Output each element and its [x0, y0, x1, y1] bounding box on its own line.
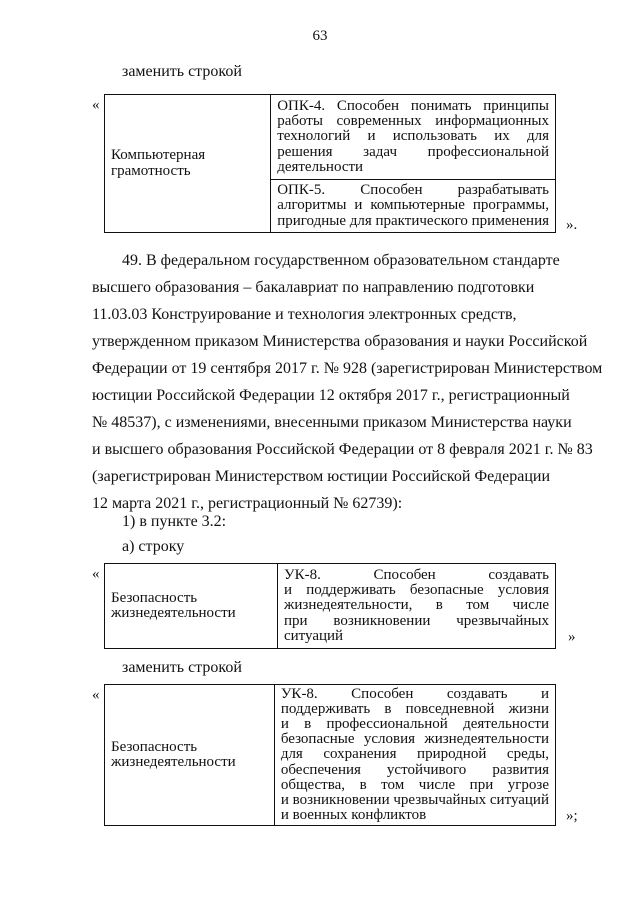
paragraph-line: высшего образования – бакалавриат по направлению подготовки: [92, 279, 535, 296]
competency-table-old-row: [104, 563, 556, 649]
replace-with-line-text: заменить строкой: [122, 63, 242, 80]
competency-table-new-row: [104, 684, 556, 826]
discipline-cell: Безопасность жизнедеятельности: [105, 564, 278, 649]
paragraph-line: 12 марта 2021 г., регистрационный № 62739):: [92, 495, 403, 512]
paragraph-line: 11.03.03 Конструирование и технология электронных средств,: [92, 306, 517, 323]
competency-cell-opk5: ОПК-5. Способен разрабатывать алгоритмы и компьютерные программы, пригодные для практического применения: [271, 180, 556, 233]
paragraph-line: юстиции Российской Федерации 12 октября 2017 г., регистрационный: [92, 387, 570, 404]
discipline-cell: Безопасность жизнедеятельности: [105, 685, 275, 826]
open-quote: «: [92, 687, 100, 703]
close-quote: »: [568, 629, 576, 645]
paragraph-line: Федерации от 19 сентября 2017 г. № 928 (зарегистрирован Министерством: [92, 360, 603, 377]
paragraph-line: и высшего образования Российской Федерации от 8 февраля 2021 г. № 83: [92, 441, 593, 458]
discipline-cell: Компьютерная грамотность: [105, 95, 271, 233]
subitem-1: 1) в пункте 3.2:: [122, 513, 227, 530]
paragraph-line: (зарегистрирован Министерством юстиции Российской Федерации: [92, 468, 551, 485]
competency-cell-opk4: ОПК-4. Способен понимать принципы работы современных информационных технологий и использовать их для решения задач профессиональной деятельности: [271, 95, 556, 180]
close-quote: ».: [566, 217, 578, 233]
paragraph-line: № 48537), с изменениями, внесенными приказом Министерства науки: [92, 414, 572, 431]
page-number: 63: [312, 28, 328, 44]
competency-table-computer-literacy: [104, 94, 556, 233]
open-quote: «: [92, 97, 100, 113]
paragraph-line: утвержденном приказом Министерства образования и науки Российской: [92, 333, 588, 350]
replace-with-line-text: заменить строкой: [122, 659, 242, 676]
open-quote: «: [92, 566, 100, 582]
competency-cell-uk8: УК-8. Способен создавать и поддерживать в повседневной жизни и в профессиональной деятельности безопасные условия жизнедеятельности для сохранения природной среды, обеспечения устойчивого развития общества, в том числе при угрозе и возникновении чрезвычайных ситуаций и военных конфликтов: [274, 685, 555, 826]
subitem-a: а) строку: [122, 538, 185, 555]
paragraph-line: 49. В федеральном государственном образовательном стандарте: [122, 252, 560, 269]
competency-cell-uk8: УК-8. Способен создавать и поддерживать безопасные условия жизнедеятельности, в том числе при возникновении чрезвычайных ситуаций: [278, 564, 556, 649]
close-quote: »;: [566, 808, 578, 824]
